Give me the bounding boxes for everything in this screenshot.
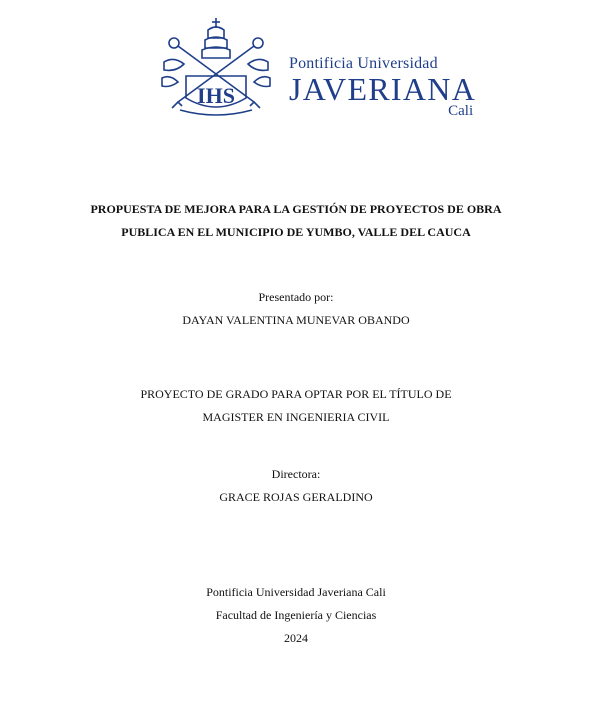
university-logo [160, 16, 477, 119]
year: 2024 [284, 631, 308, 645]
presented-by-section [0, 286, 592, 332]
degree-line-1: PROYECTO DE GRADO PARA OPTAR POR EL TÍTULO DE [140, 387, 452, 401]
university-name: Pontificia Universidad Javeriana Cali [206, 585, 386, 599]
svg-text:IHS: IHS [197, 83, 235, 108]
title-line-1: PROPUESTA DE MEJORA PARA LA GESTIÓN DE PROYECTOS DE OBRA [90, 202, 502, 216]
director-label: Directora: [271, 467, 321, 481]
logo-line-pontificia: Pontificia Universidad [289, 55, 438, 72]
logo-wordmark [289, 56, 476, 119]
university-seal-icon [160, 16, 278, 116]
director-name: GRACE ROJAS GERALDINO [219, 490, 373, 504]
degree-section [0, 383, 592, 429]
director-section [0, 463, 592, 509]
institution-section [0, 581, 592, 650]
presented-by-label: Presentado por: [258, 290, 334, 304]
logo-line-cali: Cali [448, 103, 474, 119]
author-name: DAYAN VALENTINA MUNEVAR OBANDO [182, 313, 410, 327]
title-line-2: PUBLICA EN EL MUNICIPIO DE YUMBO, VALLE DEL CAUCA [121, 225, 471, 239]
faculty-name: Facultad de Ingeniería y Ciencias [215, 608, 377, 622]
logo-line-javeriana: JAVERIANA [289, 71, 477, 107]
document-title [0, 198, 592, 244]
degree-line-2: MAGISTER EN INGENIERIA CIVIL [202, 410, 390, 424]
